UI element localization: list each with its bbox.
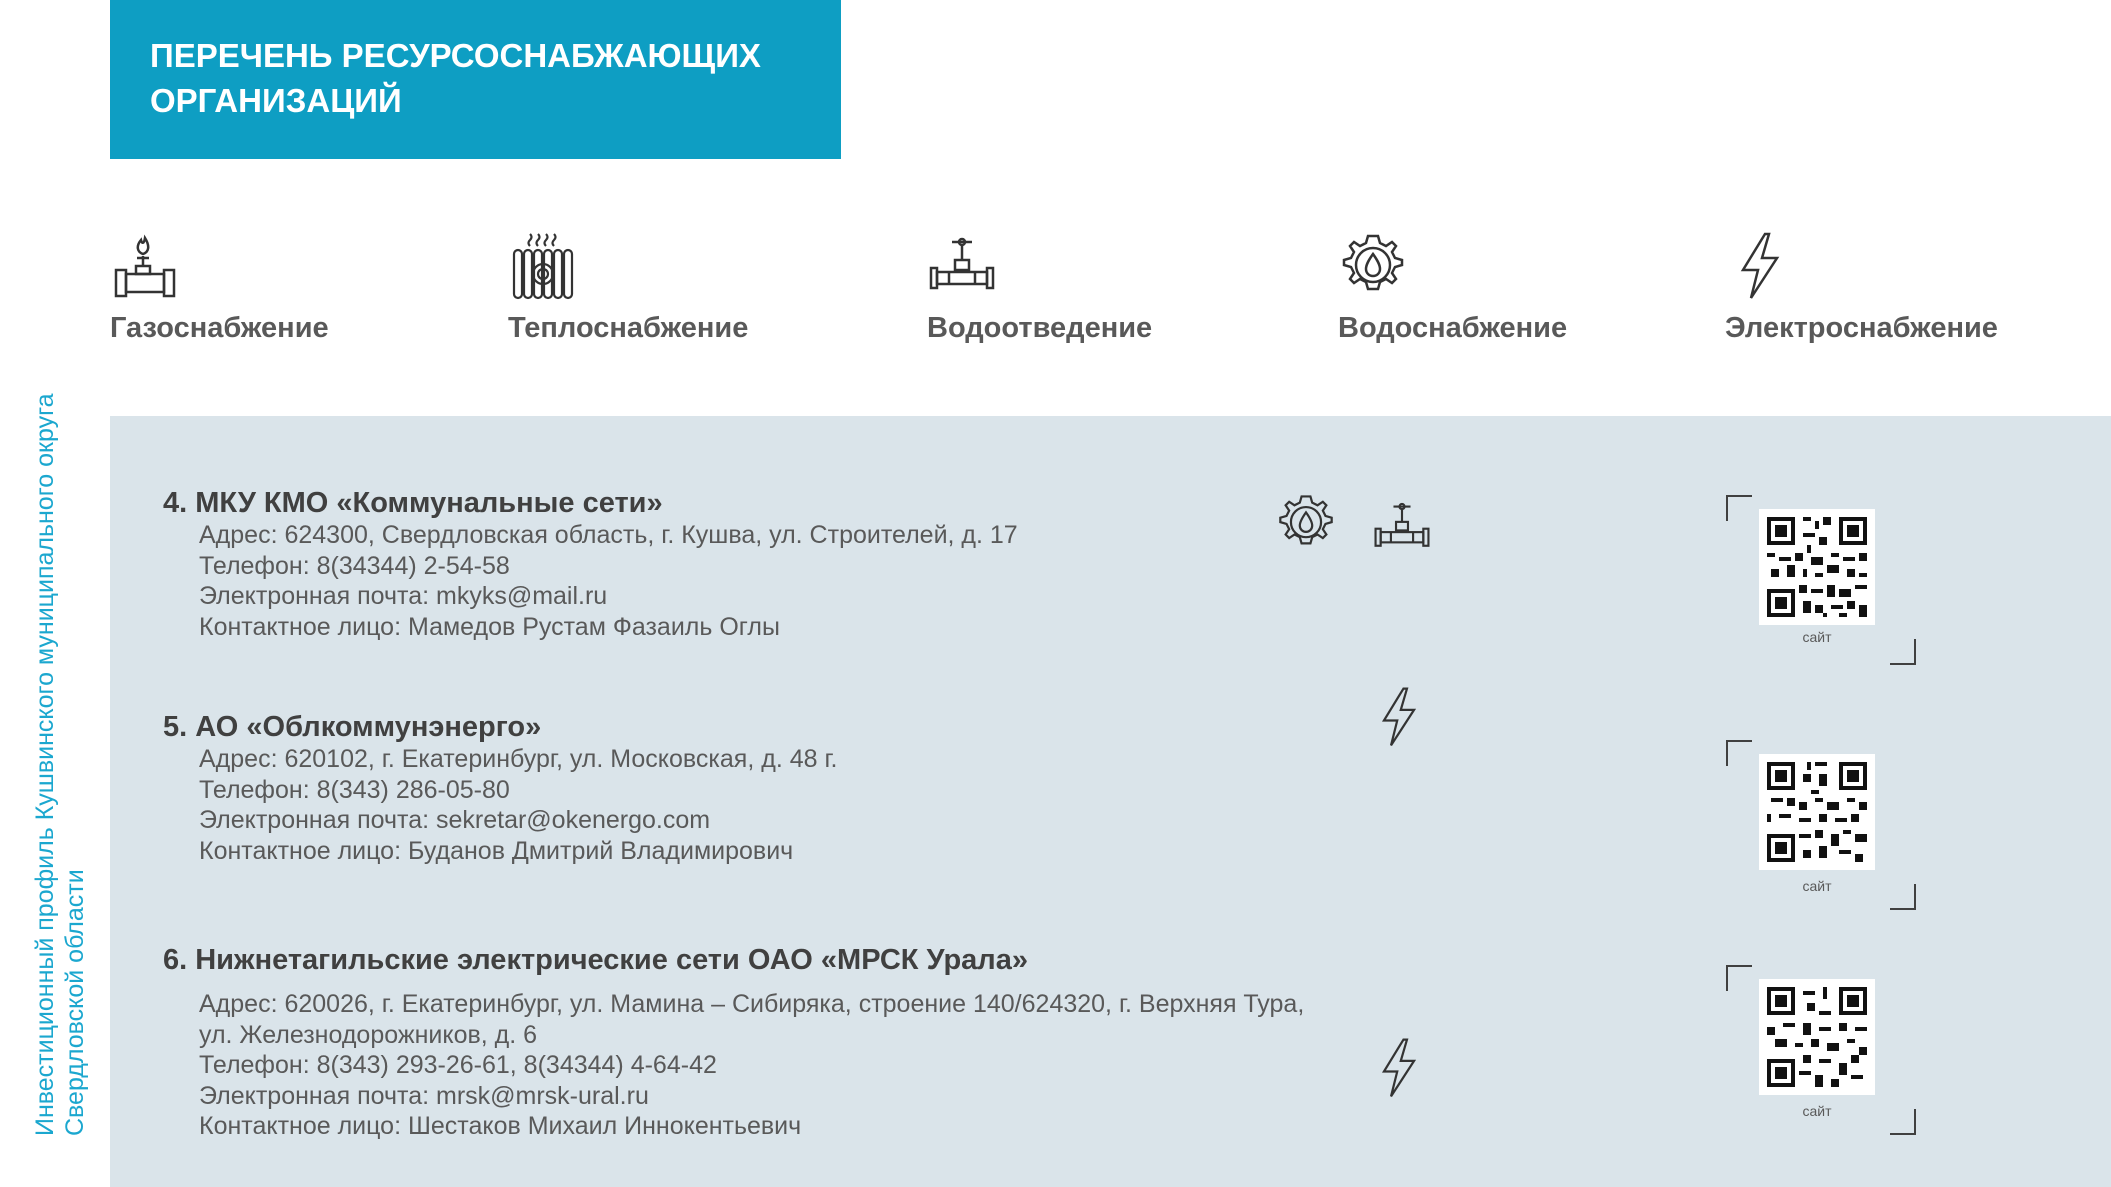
qr-caption: сайт (1802, 629, 1832, 645)
qr-code-block (1726, 740, 1916, 910)
category-gas (110, 232, 329, 345)
qr-code-block (1726, 965, 1916, 1135)
qr-caption: сайт (1802, 1103, 1832, 1119)
organization-address: Адрес: 624300, Свердловская область, г. Кушва, ул. Строителей, д. 17 (199, 521, 1018, 549)
category-label: Газоснабжение (110, 312, 329, 344)
category-label: Теплоснабжение (508, 312, 749, 344)
qr-code[interactable] (1759, 979, 1875, 1095)
organization-card (163, 486, 1018, 642)
organization-email: Электронная почта: mrsk@mrsk-ural.ru (199, 1081, 649, 1110)
vertical-caption (30, 336, 110, 1136)
qr-code[interactable] (1759, 754, 1875, 870)
category-label: Водоотведение (927, 312, 1153, 344)
organization-address: Адрес: 620102, г. Екатеринбург, ул. Московская, д. 48 г. (199, 745, 838, 773)
category-sewage (927, 232, 1152, 345)
page-title-line1: ПЕРЕЧЕНЬ РЕСУРСОСНАБЖАЮЩИХ (150, 37, 761, 74)
lightning-icon (1368, 1035, 1430, 1101)
organization-phone: Телефон: 8(34344) 2-54-58 (199, 551, 510, 580)
lightning-icon (1725, 232, 1795, 300)
organization-title: 4. МКУ КМО «Коммунальные сети» (163, 487, 663, 519)
qr-code[interactable] (1759, 509, 1875, 625)
qr-code-block (1726, 495, 1916, 665)
organization-address-cont: ул. Железнодорожников, д. 6 (199, 1020, 538, 1049)
category-label: Водоснабжение (1338, 312, 1568, 344)
organization-contact: Контактное лицо: Мамедов Рустам Фазаиль Оглы (199, 612, 780, 641)
qr-caption: сайт (1802, 878, 1832, 894)
category-label: Электроснабжение (1725, 312, 1998, 344)
category-heat (508, 232, 748, 345)
organization-phone: Телефон: 8(343) 293-26-61, 8(34344) 4-64-42 (199, 1051, 717, 1079)
organization-card (163, 943, 1304, 1142)
category-water (1338, 232, 1567, 345)
organization-card (163, 710, 837, 866)
gas-pipe-icon (110, 232, 180, 300)
water-gear-icon (1338, 232, 1408, 300)
organization-email: Электронная почта: sekretar@okenergo.com (199, 806, 711, 834)
organization-phone: Телефон: 8(343) 286-05-80 (199, 775, 510, 804)
lightning-icon (1368, 684, 1430, 750)
vertical-caption-line1: Инвестиционный профиль Кушвинского муниципального округа (31, 393, 59, 1136)
vertical-caption-line2: Свердловской области (61, 869, 89, 1136)
organization-title: 5. АО «Облкоммунэнерго» (163, 711, 542, 743)
organization-contact: Контактное лицо: Шестаков Михаил Иннокентьевич (199, 1112, 802, 1140)
pipe-valve-icon (927, 232, 997, 300)
page-title-banner (110, 0, 841, 159)
category-electricity (1725, 232, 1998, 345)
radiator-icon (508, 232, 578, 300)
organization-contact: Контактное лицо: Буданов Дмитрий Владимирович (199, 836, 794, 865)
pipe-valve-icon (1368, 498, 1436, 556)
water-gear-icon (1275, 492, 1337, 554)
organization-email: Электронная почта: mkyks@mail.ru (199, 582, 608, 610)
organization-title: 6. Нижнетагильские электрические сети ОАО «МРСК Урала» (163, 944, 1028, 976)
page-title-line2: ОРГАНИЗАЦИЙ (150, 82, 402, 119)
organization-address: Адрес: 620026, г. Екатеринбург, ул. Мамина – Сибиряка, строение 140/624320, г. Верхняя Тура, (199, 990, 1305, 1018)
